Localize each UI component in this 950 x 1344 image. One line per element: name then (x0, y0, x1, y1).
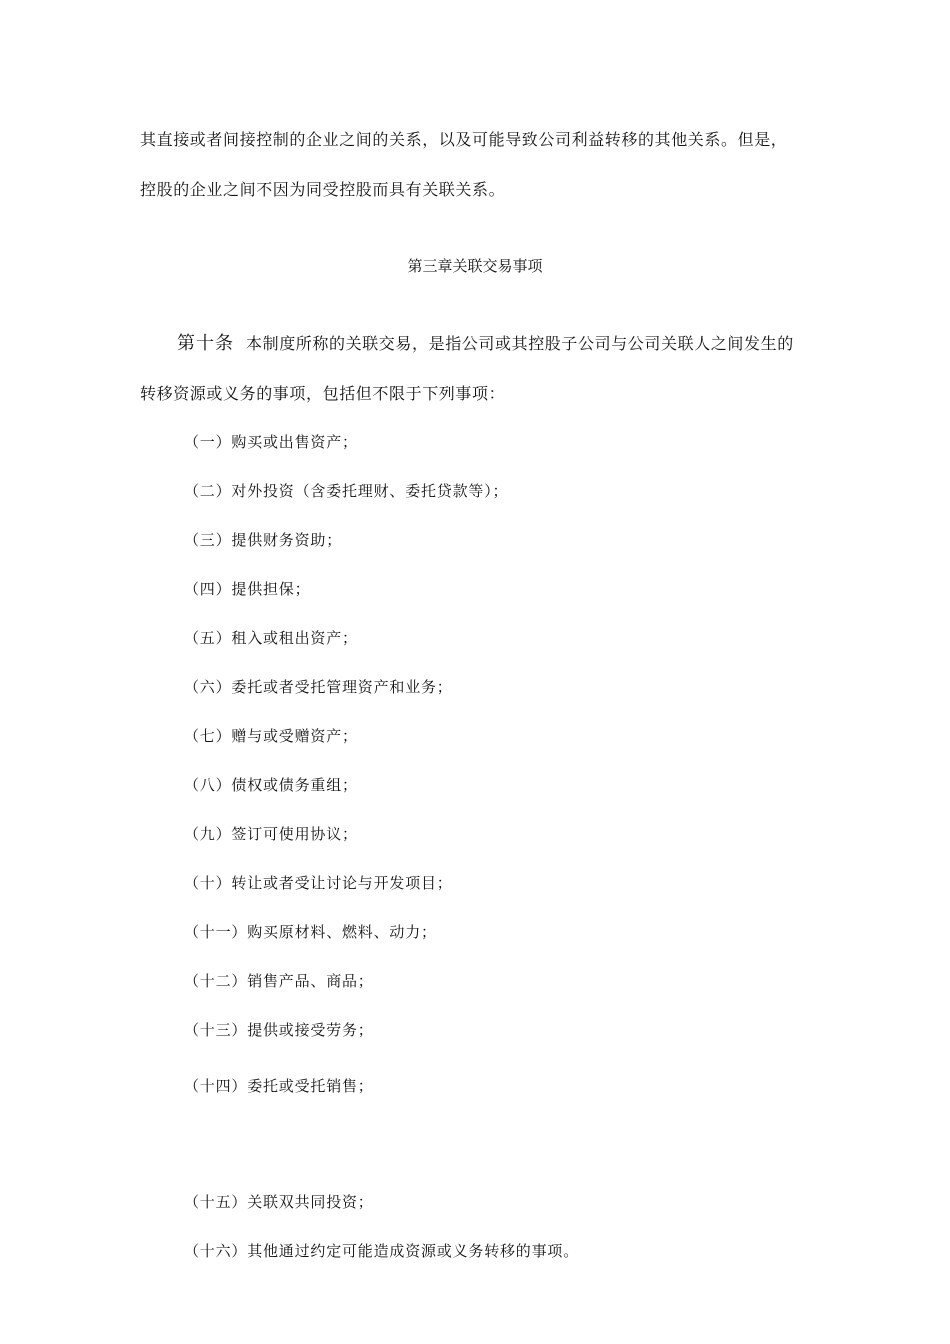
list-item: （六）委托或者受托管理资产和业务； (184, 678, 453, 696)
list-item: （十）转让或者受让讨论与开发项目； (184, 874, 453, 892)
intro-line-1: 其直接或者间接控制的企业之间的关系，以及可能导致公司利益转移的其他关系。但是， (140, 130, 788, 149)
list-item: （五）租入或租出资产； (184, 629, 358, 647)
list-item: （七）赠与或受赠资产； (184, 727, 358, 745)
list-item: （十五）关联双共同投资； (184, 1193, 374, 1211)
list-item: （一）购买或出售资产； (184, 433, 358, 451)
article-number: 第十条 (177, 333, 234, 354)
list-item: （十四）委托或受托销售； (184, 1077, 374, 1095)
list-item: （十三）提供或接受劳务； (184, 1021, 374, 1039)
list-item: （十二）销售产品、商品； (184, 972, 374, 990)
article-line-2: 转移资源或义务的事项，包括但不限于下列事项： (140, 384, 506, 403)
list-item: （十一）购买原材料、燃料、动力； (184, 923, 437, 941)
article-line-1 (177, 334, 794, 354)
list-item: （四）提供担保； (184, 580, 311, 598)
article-text-1: 本制度所称的关联交易，是指公司或其控股子公司与公司关联人之间发生的 (246, 334, 794, 353)
chapter-title: 第三章关联交易事项 (407, 257, 543, 275)
list-item: （十六）其他通过约定可能造成资源或义务转移的事项。 (184, 1242, 580, 1260)
list-item: （八）债权或债务重组； (184, 776, 358, 794)
intro-line-2: 控股的企业之间不因为同受控股而具有关联关系。 (140, 180, 506, 199)
list-item: （三）提供财务资助； (184, 531, 343, 549)
list-item: （九）签订可使用协议； (184, 825, 358, 843)
list-item: （二）对外投资（含委托理财、委托贷款等）； (184, 482, 509, 500)
